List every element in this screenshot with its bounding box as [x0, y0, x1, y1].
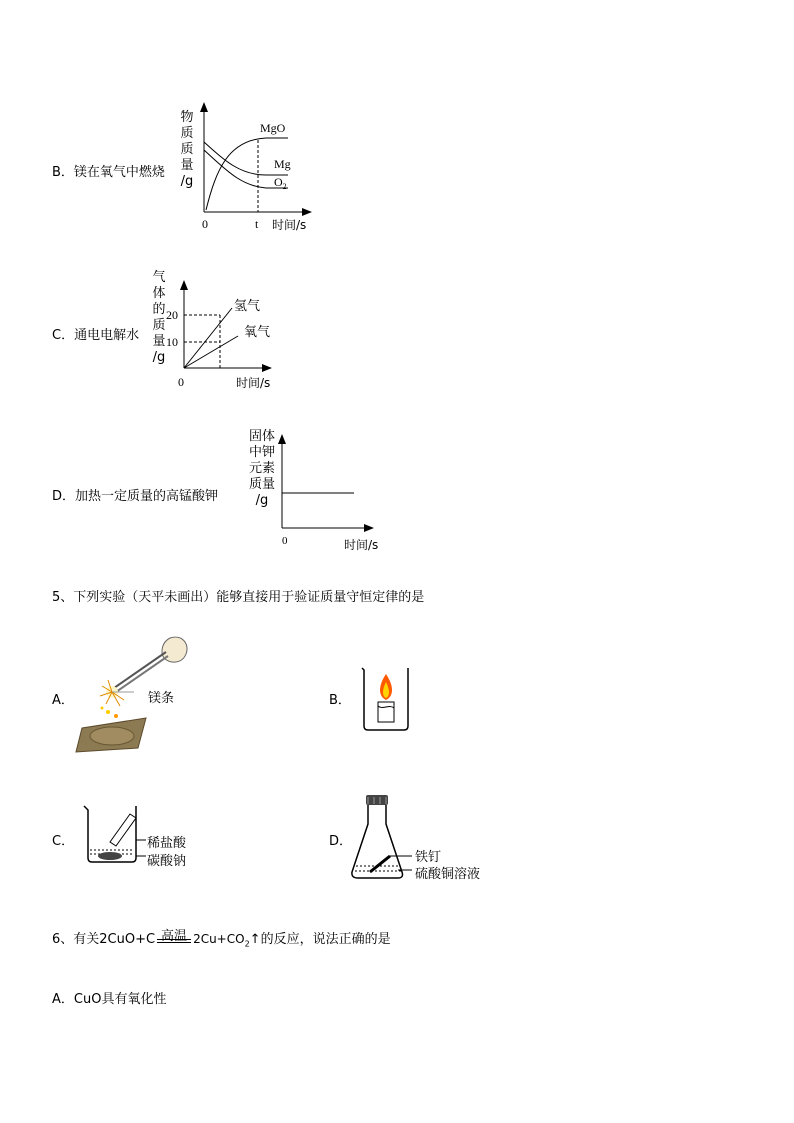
- q5-option-c-label: C．: [52, 834, 75, 849]
- hydrogen-line: [184, 308, 232, 368]
- option-c-graph: [164, 262, 294, 392]
- q5-option-a-tag: 镁条: [148, 691, 175, 706]
- q5-option-d-label: D．: [329, 834, 353, 849]
- q5-option-d-tag-nail: 铁钉: [415, 850, 442, 865]
- x-axis-arrow: [302, 208, 312, 216]
- oxygen-label: 氧气: [244, 325, 271, 340]
- q5-option-d-illustration: [346, 792, 426, 887]
- q5-option-d-tag-solution: 硫酸铜溶液: [415, 867, 481, 882]
- y-axis-arrow: [180, 280, 188, 290]
- hydrogen-label: 氢气: [234, 299, 261, 314]
- option-b-graph: [196, 100, 346, 240]
- option-b-label: B．镁在氧气中燃烧: [52, 165, 165, 180]
- x-axis-label: 时间/s: [344, 538, 379, 552]
- q5-option-b-illustration: [356, 664, 416, 734]
- y-axis-arrow: [278, 434, 286, 444]
- q6-suffix: 的反应，说法正确的是: [260, 932, 391, 947]
- q6-option-a: A．CuO具有氧化性: [52, 992, 167, 1007]
- x-axis-arrow: [364, 524, 374, 532]
- question-6: 6、有关2CuO+C 高温 $2Cu+CO_2↑$的反应，说法正确的是: [52, 929, 391, 949]
- tick-20: 20: [166, 308, 178, 322]
- q5-option-c-tag-carbonate: 碳酸钠: [147, 854, 187, 869]
- q6-arrow: ↑: [249, 932, 261, 947]
- y-axis-arrow: [200, 102, 208, 112]
- option-c-ylabel: 气 体 的 质 量 /g: [152, 270, 166, 365]
- x-axis-label: 时间/s: [272, 218, 307, 232]
- q5-option-c-tag-acid: 稀盐酸: [147, 836, 187, 851]
- tick-10: 10: [166, 335, 178, 349]
- option-d-graph: [272, 424, 392, 554]
- option-b-ylabel: 物 质 质 量 /g: [180, 110, 194, 189]
- o2-label: $O_2$: [274, 175, 287, 191]
- mgo-label: MgO: [260, 121, 286, 135]
- mgo-curve: [206, 138, 288, 210]
- option-c-label: C．通电电解水: [52, 328, 140, 343]
- question-5: 5、下列实验（天平未画出）能够直接用于验证质量守恒定律的是: [52, 590, 425, 605]
- oxygen-line: [184, 336, 238, 368]
- option-d-label: D．加热一定质量的高锰酸钾: [52, 489, 219, 504]
- origin-label: 0: [202, 217, 208, 231]
- q6-product-sub: 2: [244, 939, 250, 949]
- x-axis-label: 时间/s: [236, 376, 271, 390]
- q5-option-b-label: B．: [329, 693, 351, 708]
- option-d-ylabel: 固体 中钾 元素 质量 /g: [248, 429, 275, 508]
- q5-option-a-label: A．: [52, 693, 74, 708]
- t-tick-label: t: [255, 217, 259, 231]
- mg-label: Mg: [274, 157, 291, 171]
- x-axis-arrow: [262, 364, 272, 372]
- q6-prefix: 6、有关2CuO+C: [52, 932, 156, 947]
- origin-label: 0: [282, 535, 288, 547]
- origin-label: 0: [178, 375, 184, 389]
- q6-product: 2Cu+CO: [193, 932, 245, 946]
